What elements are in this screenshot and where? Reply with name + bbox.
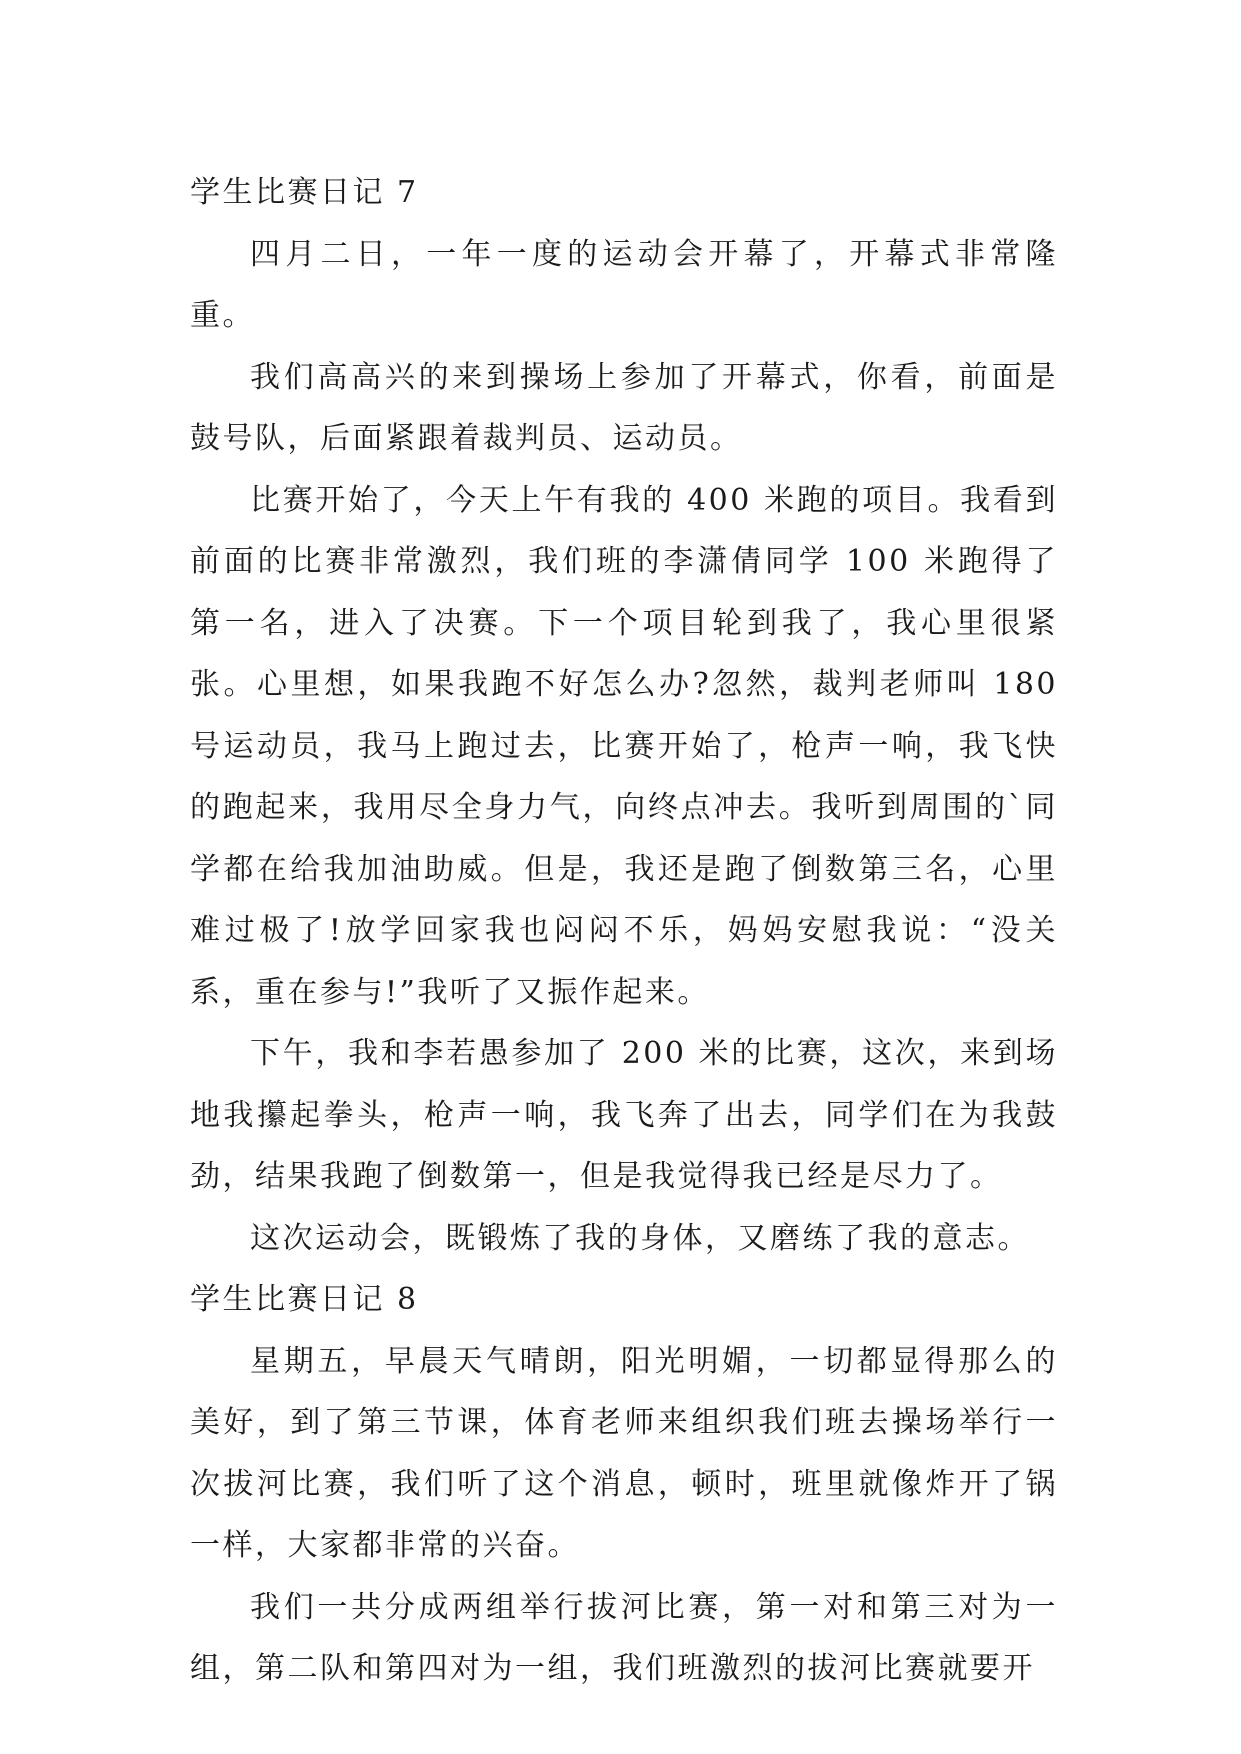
- section-title: 学生比赛日记 7: [190, 175, 419, 210]
- paragraph: 四月二日，一年一度的运动会开幕了，开幕式非常隆重。: [190, 236, 1058, 333]
- paragraph: 我们一共分成两组举行拔河比赛，第一对和第三对为一组，第二队和第四对为一组，我们班激烈的拔河比赛就要开: [190, 1589, 1058, 1686]
- paragraph: 下午，我和李若愚参加了 200 米的比赛，这次，来到场地我攥起拳头，枪声一响，我飞奔了出去，同学们在为我鼓劲，结果我跑了倒数第一，但是我觉得我已经是尽力了。: [190, 1036, 1058, 1194]
- section-title: 学生比赛日记 8: [190, 1282, 419, 1317]
- paragraph: 我们高高兴的来到操场上参加了开幕式，你看，前面是鼓号队，后面紧跟着裁判员、运动员。: [190, 359, 1058, 456]
- paragraph: 这次运动会，既锻炼了我的身体，又磨练了我的意志。: [250, 1220, 1030, 1256]
- document-body: [190, 162, 1058, 1700]
- paragraph: 比赛开始了，今天上午有我的 400 米跑的项目。我看到前面的比赛非常激烈，我们班的李潇倩同学 100 米跑得了第一名，进入了决赛。下一个项目轮到我了，我心里很紧张。心里想，如果我跑不好怎么办?忽然，裁判老师叫 180 号运动员，我马上跑过去，比赛开始了，枪声一响，我飞快的跑起来，我用尽全身力气，向终点冲去。我听到周围的`同学都在给我加油助威。但是，我还是跑了倒数第三名，心里难过极了!放学回家我也闷闷不乐，妈妈安慰我说：“没关系，重在参与!”我听了又振作起来。: [190, 482, 1058, 1010]
- paragraph: 星期五，早晨天气晴朗，阳光明媚，一切都显得那么的美好，到了第三节课，体育老师来组织我们班去操场举行一次拔河比赛，我们听了这个消息，顿时，班里就像炸开了锅一样，大家都非常的兴奋。: [190, 1343, 1058, 1563]
